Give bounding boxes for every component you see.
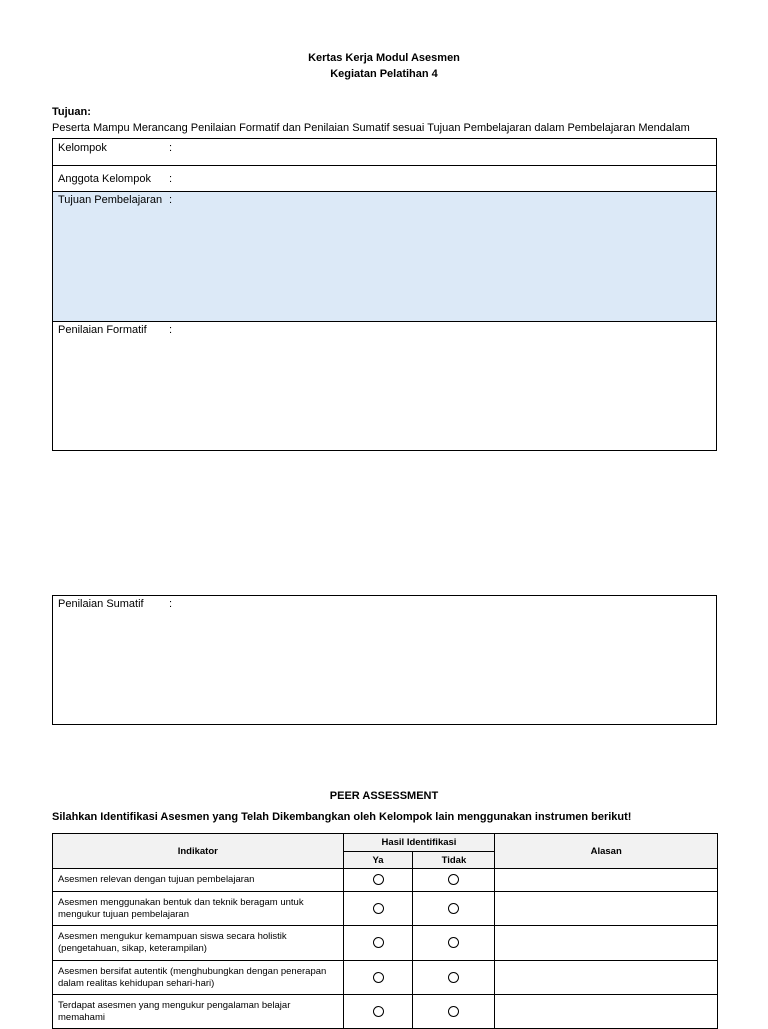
anggota-kelompok-field[interactable] [53,166,716,192]
peer-assessment-title: PEER ASSESSMENT [329,790,439,802]
indicator-text: Asesmen mengukur kemampuan siswa secara holistik (pengetahuan, sikap, keterampilan) [53,926,344,961]
indicator-text: Terdapat asesmen yang mengukur pengalaman belajar memahami [53,995,344,1029]
worksheet-form [52,138,717,451]
alasan-cell[interactable] [495,926,718,961]
document-subtitle: Kegiatan Pelatihan 4 [330,68,438,80]
penilaian-sumatif-field[interactable] [53,596,716,724]
objective-label: Tujuan: [52,106,91,118]
indicator-text: Asesmen relevan dengan tujuan pembelajaran [53,869,344,892]
indicator-text: Asesmen menggunakan bentuk dan teknik beragam untuk mengukur tujuan pembelajaran [53,892,344,926]
peer-assessment-table [52,833,718,1029]
kelompok-label: Kelompok [58,142,107,154]
alasan-cell[interactable] [495,961,718,995]
radio-ya[interactable] [373,903,384,914]
header-alasan: Alasan [495,834,718,869]
radio-ya[interactable] [373,1006,384,1017]
radio-tidak[interactable] [448,972,459,983]
penilaian-sumatif-colon: : [169,598,173,610]
kelompok-field[interactable] [53,139,716,166]
penilaian-sumatif-box [52,595,717,725]
tujuan-pembelajaran-colon: : [169,194,173,206]
header-tidak: Tidak [413,852,495,869]
table-row [53,892,718,926]
header-hasil-identifikasi: Hasil Identifikasi [343,834,495,852]
kelompok-colon: : [169,142,173,154]
table-row [53,869,718,892]
anggota-kelompok-label: Anggota Kelompok [58,173,151,185]
penilaian-formatif-field[interactable] [53,322,716,450]
radio-ya[interactable] [373,972,384,983]
objective-text: Peserta Mampu Merancang Penilaian Formatif dan Penilaian Sumatif sesuai Tujuan Pembelajaran dalam Pembelajaran Mendalam [52,122,690,134]
header-ya: Ya [343,852,413,869]
table-row [53,995,718,1029]
penilaian-sumatif-label: Penilaian Sumatif [58,598,144,610]
radio-tidak[interactable] [448,937,459,948]
header-indikator: Indikator [53,834,344,869]
alasan-cell[interactable] [495,892,718,926]
radio-ya[interactable] [373,874,384,885]
alasan-cell[interactable] [495,995,718,1029]
anggota-kelompok-colon: : [169,173,173,185]
indicator-text: Asesmen bersifat autentik (menghubungkan dengan penerapan dalam realitas kehidupan sehari-hari) [53,961,344,995]
penilaian-formatif-colon: : [169,324,173,336]
tujuan-pembelajaran-label: Tujuan Pembelajaran [58,194,163,206]
peer-assessment-instruction: Silahkan Identifikasi Asesmen yang Telah Dikembangkan oleh Kelompok lain menggunakan instrumen berikut! [52,811,632,823]
tujuan-pembelajaran-field[interactable] [53,192,716,322]
penilaian-formatif-label: Penilaian Formatif [58,324,147,336]
table-row [53,961,718,995]
radio-tidak[interactable] [448,903,459,914]
document-title: Kertas Kerja Modul Asesmen [308,52,460,64]
radio-ya[interactable] [373,937,384,948]
alasan-cell[interactable] [495,869,718,892]
radio-tidak[interactable] [448,1006,459,1017]
table-row [53,926,718,961]
radio-tidak[interactable] [448,874,459,885]
